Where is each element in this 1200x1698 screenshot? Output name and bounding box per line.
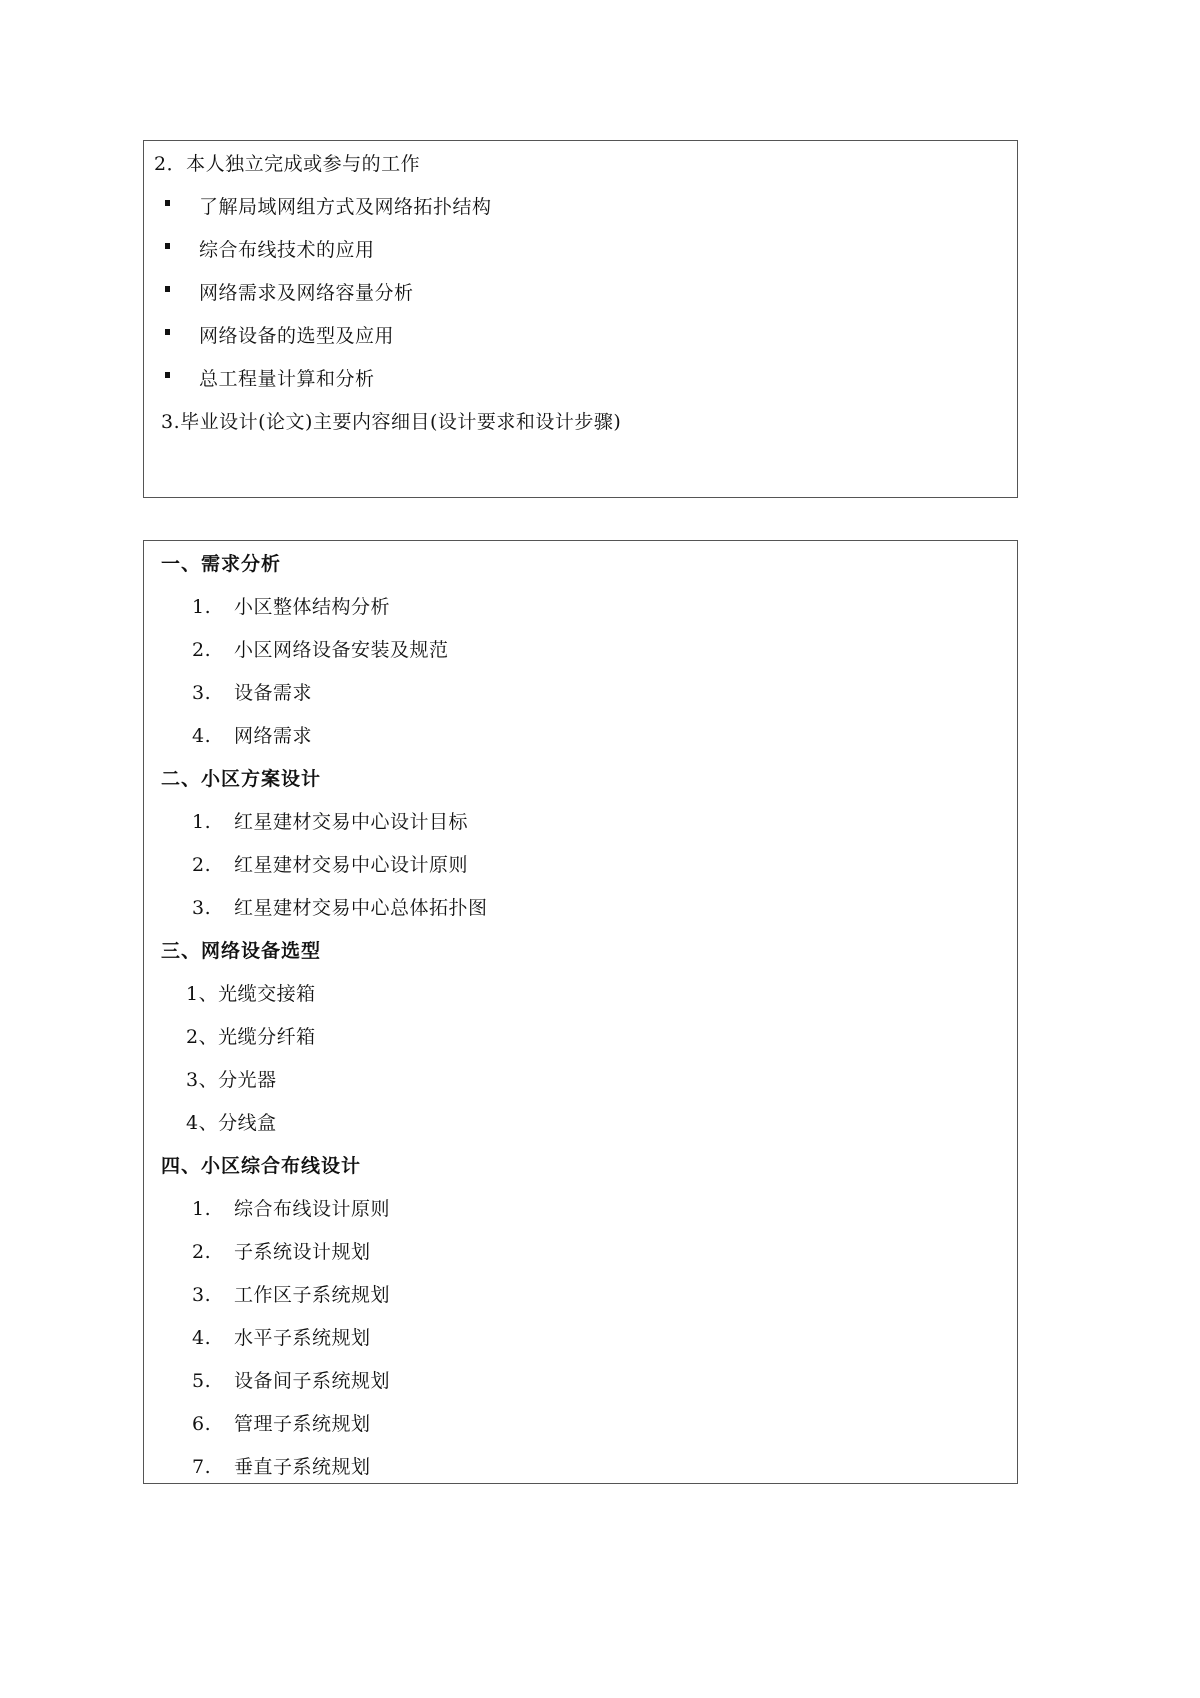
outline-item: 红星建材交易中心设计目标 <box>234 811 469 833</box>
outline-item: 设备间子系统规划 <box>234 1370 391 1392</box>
outline-item: 工作区子系统规划 <box>234 1284 391 1306</box>
bullet-item: 综合布线技术的应用 <box>199 239 375 261</box>
section3-title: 3.毕业设计(论文)主要内容细目(设计要求和设计步骤) <box>161 411 622 433</box>
outline-heading: 二、小区方案设计 <box>161 768 322 790</box>
outline-item: 垂直子系统规划 <box>234 1456 371 1478</box>
outline-heading: 三、网络设备选型 <box>161 940 322 962</box>
item-number: 3. <box>192 682 212 704</box>
outline-item: 管理子系统规划 <box>234 1413 371 1435</box>
outline-item: 3、分光器 <box>186 1069 277 1091</box>
item-number: 4. <box>192 1327 212 1349</box>
bullet-icon <box>165 200 170 206</box>
bullet-item: 总工程量计算和分析 <box>199 368 375 390</box>
section2-title: 2．本人独立完成或参与的工作 <box>154 153 421 175</box>
outline-item: 红星建材交易中心设计原则 <box>234 854 469 876</box>
outline-item: 水平子系统规划 <box>234 1327 371 1349</box>
outline-item: 小区网络设备安装及规范 <box>234 639 449 661</box>
item-number: 2. <box>192 639 212 661</box>
bullet-icon <box>165 243 170 249</box>
item-number: 2. <box>192 854 212 876</box>
bullet-icon <box>165 329 170 335</box>
outline-heading: 四、小区综合布线设计 <box>161 1155 362 1177</box>
outline-item: 网络需求 <box>234 725 313 747</box>
outline-item: 2、光缆分纤箱 <box>186 1026 316 1048</box>
outline-item: 设备需求 <box>234 682 313 704</box>
item-number: 2. <box>192 1241 212 1263</box>
bullet-icon <box>165 372 170 378</box>
bullet-item: 了解局域网组方式及网络拓扑结构 <box>199 196 492 218</box>
item-number: 1. <box>192 596 212 618</box>
outline-item: 1、光缆交接箱 <box>186 983 316 1005</box>
item-number: 3. <box>192 1284 212 1306</box>
item-number: 7. <box>192 1456 212 1478</box>
item-number: 3. <box>192 897 212 919</box>
outline-item: 小区整体结构分析 <box>234 596 391 618</box>
item-number: 1. <box>192 811 212 833</box>
outline-item: 红星建材交易中心总体拓扑图 <box>234 897 488 919</box>
work-scope-box <box>143 140 1018 498</box>
outline-item: 综合布线设计原则 <box>234 1198 391 1220</box>
outline-heading: 一、需求分析 <box>161 553 282 575</box>
item-number: 1. <box>192 1198 212 1220</box>
outline-item: 子系统设计规划 <box>234 1241 371 1263</box>
item-number: 5. <box>192 1370 212 1392</box>
outline-item: 4、分线盒 <box>186 1112 277 1134</box>
bullet-icon <box>165 286 170 292</box>
content-outline-box <box>143 540 1018 1484</box>
item-number: 4. <box>192 725 212 747</box>
item-number: 6. <box>192 1413 212 1435</box>
bullet-item: 网络需求及网络容量分析 <box>199 282 414 304</box>
bullet-item: 网络设备的选型及应用 <box>199 325 395 347</box>
